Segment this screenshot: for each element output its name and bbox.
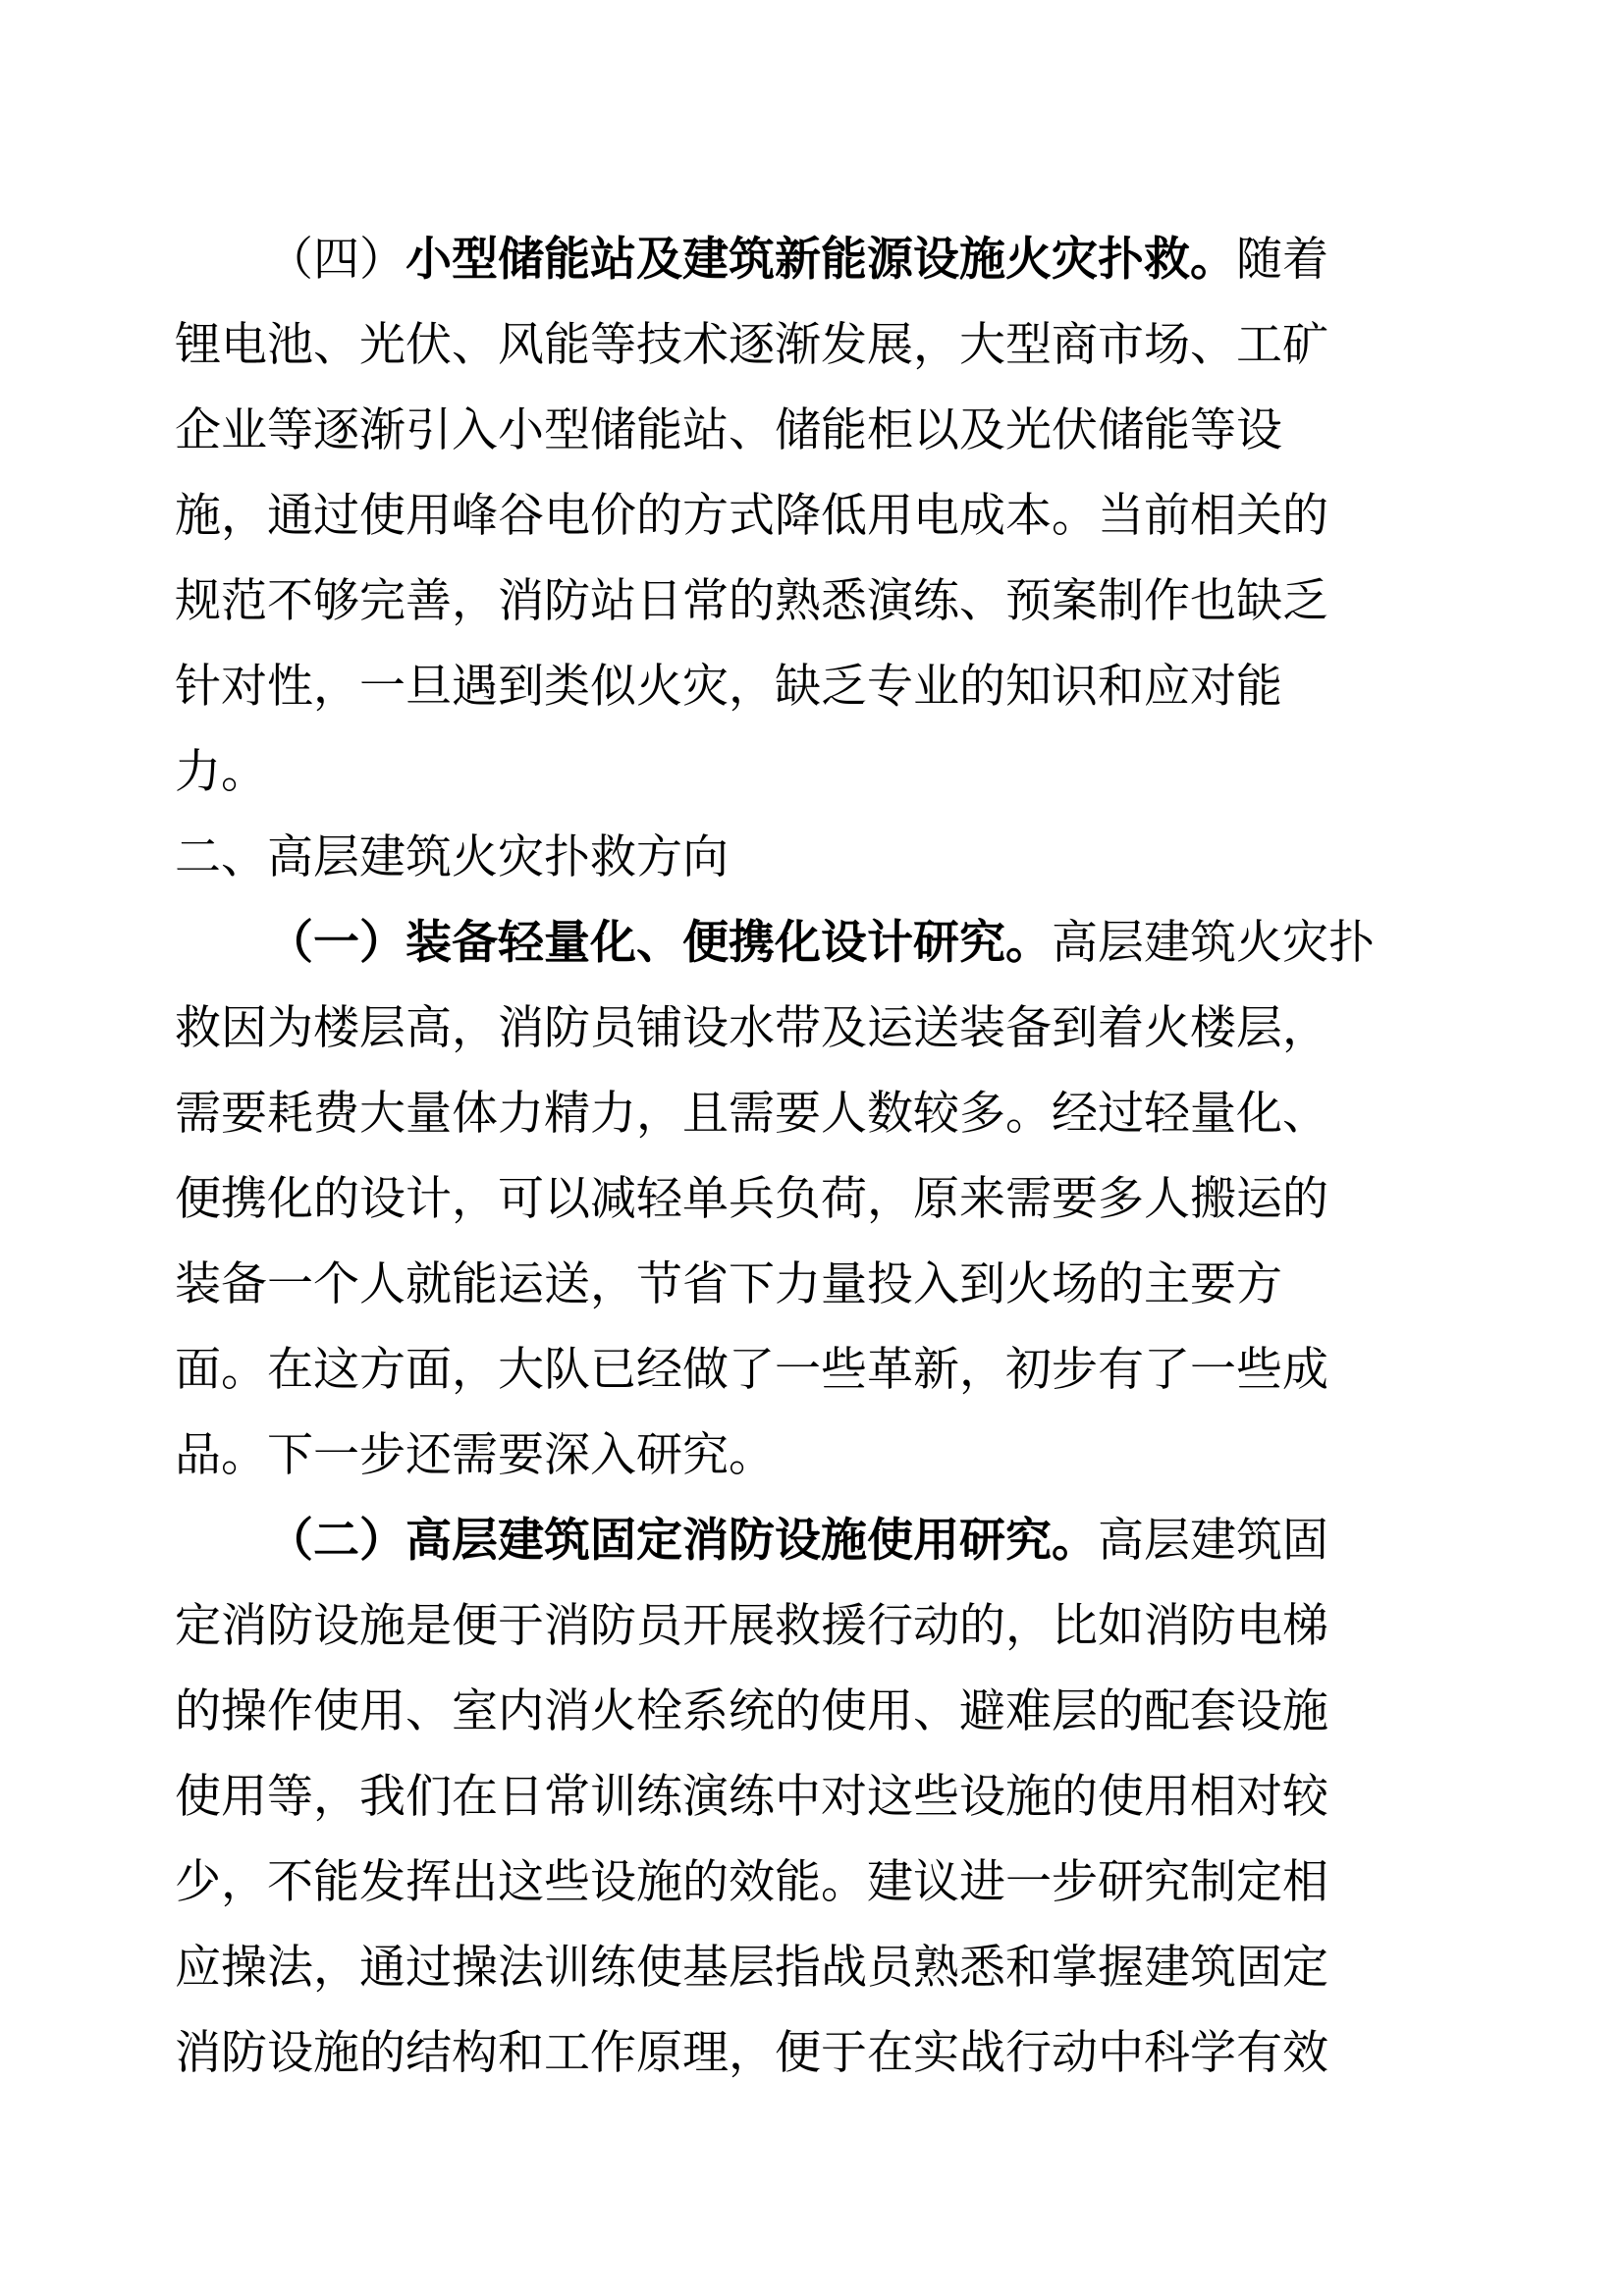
text-segment: 企业等逐渐引入小型储能站、储能柜以及光伏储能等设 [175,403,1282,455]
text-segment: 规范不够完善，消防站日常的熟悉演练、预案制作也缺乏 [175,574,1328,626]
text-line [175,899,1451,985]
bold-text-segment: 小型储能站及建筑新能源设施火灾扑救。 [406,233,1236,285]
text-segment: 品。下一步还需要深入研究。 [175,1428,775,1480]
section-heading [175,814,1451,899]
text-segment: 少，不能发挥出这些设施的效能。建议进一步研究制定相 [175,1855,1328,1907]
text-segment: 定消防设施是便于消防员开展救援行动的，比如消防电梯 [175,1599,1328,1651]
text-segment: 装备一个人就能运送，节省下力量投入到火场的主要方 [175,1257,1282,1309]
text-segment: 二、高层建筑火灾扑救方向 [175,830,729,882]
text-line [175,1497,1451,1582]
text-line [175,387,1451,472]
text-line [175,301,1451,387]
text-segment: 高层建筑火灾扑 [1052,916,1375,968]
text-line [175,1241,1451,1326]
text-segment: 力。 [175,745,267,797]
text-line [175,472,1451,558]
text-segment: 锂电池、光伏、风能等技术逐渐发展，大型商市场、工矿 [175,318,1328,370]
document-body [175,216,1451,2095]
text-segment: 便携化的设计，可以减轻单兵负荷，原来需要多人搬运的 [175,1172,1328,1224]
text-segment: 使用等，我们在日常训练演练中对这些设施的使用相对较 [175,1770,1328,1822]
text-line [175,558,1451,643]
text-line [175,1924,1451,2009]
bold-text-segment: （一）装备轻量化、便携化设计研究。 [267,916,1052,968]
text-line [175,643,1451,728]
text-line [175,216,1451,301]
text-line [175,1668,1451,1753]
text-segment: 随着 [1236,233,1328,285]
text-segment: 施，通过使用峰谷电价的方式降低用电成本。当前相关的 [175,489,1328,541]
text-line [175,728,1451,814]
text-line [175,1753,1451,1839]
text-segment: 应操法，通过操法训练使基层指战员熟悉和掌握建筑固定 [175,1941,1328,1993]
text-line [175,1326,1451,1412]
text-segment: 面。在这方面，大队已经做了一些革新，初步有了一些成 [175,1343,1328,1395]
text-line [175,985,1451,1070]
text-line [175,1070,1451,1155]
text-line [175,1155,1451,1241]
text-line [175,1839,1451,1924]
text-line [175,1582,1451,1668]
text-segment: 高层建筑固 [1098,1514,1328,1566]
text-segment: （四） [267,233,406,285]
text-segment: 消防设施的结构和工作原理，便于在实战行动中科学有效 [175,2026,1328,2078]
text-line [175,1412,1451,1497]
text-line [175,2009,1451,2095]
text-segment: 的操作使用、室内消火栓系统的使用、避难层的配套设施 [175,1684,1328,1736]
text-segment: 针对性，一旦遇到类似火灾，缺乏专业的知识和应对能 [175,660,1282,712]
text-segment: 需要耗费大量体力精力，且需要人数较多。经过轻量化、 [175,1087,1328,1139]
bold-text-segment: （二）高层建筑固定消防设施使用研究。 [267,1514,1098,1566]
text-segment: 救因为楼层高，消防员铺设水带及运送装备到着火楼层， [175,1001,1328,1053]
